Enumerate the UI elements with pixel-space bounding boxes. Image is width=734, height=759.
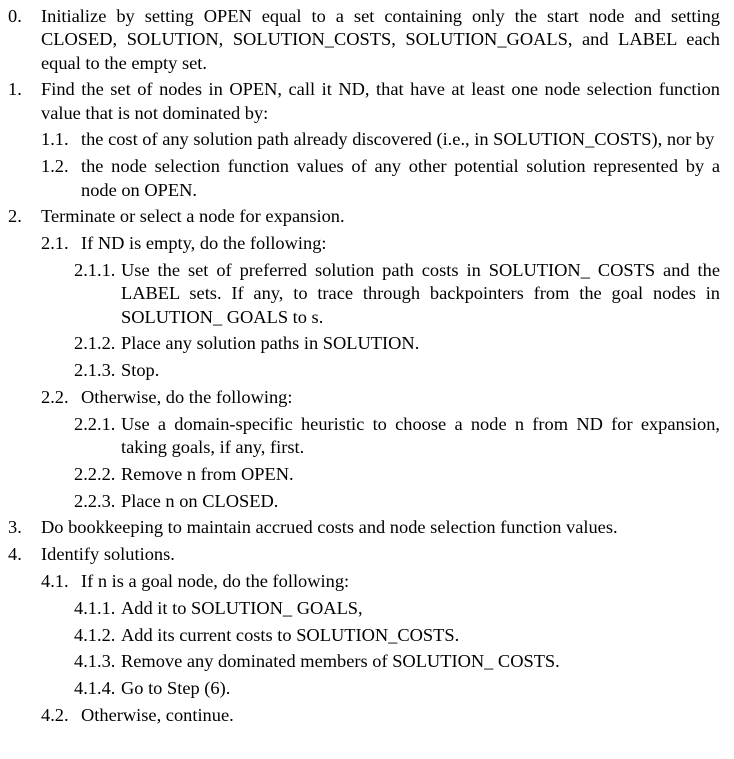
step-number: 4.1.4. — [74, 678, 116, 699]
step-number: 1.2. — [41, 156, 69, 177]
step-text: Find the set of nodes in OPEN, call it ND, that have at least one node selection function value that is not dominated by: — [41, 79, 720, 123]
step-text: Place n on CLOSED. — [121, 490, 279, 511]
step-text: Add its current costs to SOLUTION_COSTS. — [121, 624, 460, 645]
step-number: 4.1. — [41, 571, 69, 592]
step-number: 2.2.2. — [74, 463, 116, 484]
step-4-1-2 — [74, 624, 720, 647]
step-text: Otherwise, continue. — [81, 705, 234, 726]
step-text: If n is a goal node, do the following: — [81, 571, 350, 592]
step-text: Identify solutions. — [41, 544, 175, 565]
step-text: the cost of any solution path already discovered (i.e., in SOLUTION_COSTS), nor by — [81, 129, 715, 150]
step-4-1-4 — [74, 677, 720, 700]
step-1-2 — [41, 155, 720, 202]
step-text: Otherwise, do the following: — [81, 386, 293, 407]
step-3 — [8, 516, 720, 539]
step-number: 2.1. — [41, 233, 69, 254]
step-2-1 — [41, 232, 720, 255]
step-text: Go to Step (6). — [121, 678, 231, 699]
step-text: Add it to SOLUTION_ GOALS, — [121, 597, 363, 618]
step-4-1 — [41, 570, 720, 593]
step-text: the node selection function values of any other potential solution represented by a node on OPEN. — [81, 156, 720, 200]
step-2-1-2 — [74, 332, 720, 355]
step-number: 4.2. — [41, 705, 69, 726]
step-number: 4. — [8, 544, 22, 565]
step-4-1-1 — [74, 597, 720, 620]
step-1 — [8, 78, 720, 125]
step-2 — [8, 205, 720, 228]
step-number: 2.1.1. — [74, 259, 116, 280]
step-number: 2.2.3. — [74, 490, 116, 511]
step-number: 2.2. — [41, 386, 69, 407]
step-0 — [8, 5, 720, 75]
step-number: 4.1.3. — [74, 651, 116, 672]
step-number: 2.1.2. — [74, 333, 116, 354]
step-number: 1.1. — [41, 129, 69, 150]
step-number: 1. — [8, 79, 22, 100]
step-2-2 — [41, 386, 720, 409]
step-2-2-2 — [74, 463, 720, 486]
step-text: Terminate or select a node for expansion. — [41, 206, 345, 227]
step-4-2 — [41, 704, 720, 727]
step-number: 2.2.1. — [74, 413, 116, 434]
step-text: Place any solution paths in SOLUTION. — [121, 333, 420, 354]
step-number: 4.1.1. — [74, 597, 116, 618]
step-2-2-3 — [74, 490, 720, 513]
step-text: Use a domain-specific heuristic to choose a node n from ND for expansion, taking goals, if any, first. — [121, 413, 720, 458]
step-number: 4.1.2. — [74, 624, 116, 645]
step-text: Remove n from OPEN. — [121, 463, 294, 484]
step-1-1 — [41, 128, 720, 151]
step-text: Stop. — [121, 360, 160, 381]
step-text: If ND is empty, do the following: — [81, 233, 327, 254]
step-text: Initialize by setting OPEN equal to a set containing only the start node and setting CLOSED, SOLUTION, SOLUTION_COSTS, SOLUTION_GOALS, and LABEL each equal to the empty set. — [41, 6, 720, 73]
step-4 — [8, 543, 720, 566]
step-text: Do bookkeeping to maintain accrued costs and node selection function values. — [41, 517, 618, 538]
step-text: Remove any dominated members of SOLUTION_ COSTS. — [121, 651, 560, 672]
step-number: 2.1.3. — [74, 360, 116, 381]
step-4-1-3 — [74, 650, 720, 673]
step-number: 2. — [8, 206, 22, 227]
step-number: 0. — [8, 6, 22, 26]
step-text: Use the set of preferred solution path costs in SOLUTION_ COSTS and the LABEL sets. If any, to trace through backpointers from the goal nodes in SOLUTION_ GOALS to s. — [121, 259, 720, 327]
step-number: 3. — [8, 517, 22, 538]
step-2-1-1 — [74, 259, 720, 329]
step-2-2-1 — [74, 413, 720, 460]
step-2-1-3 — [74, 359, 720, 382]
